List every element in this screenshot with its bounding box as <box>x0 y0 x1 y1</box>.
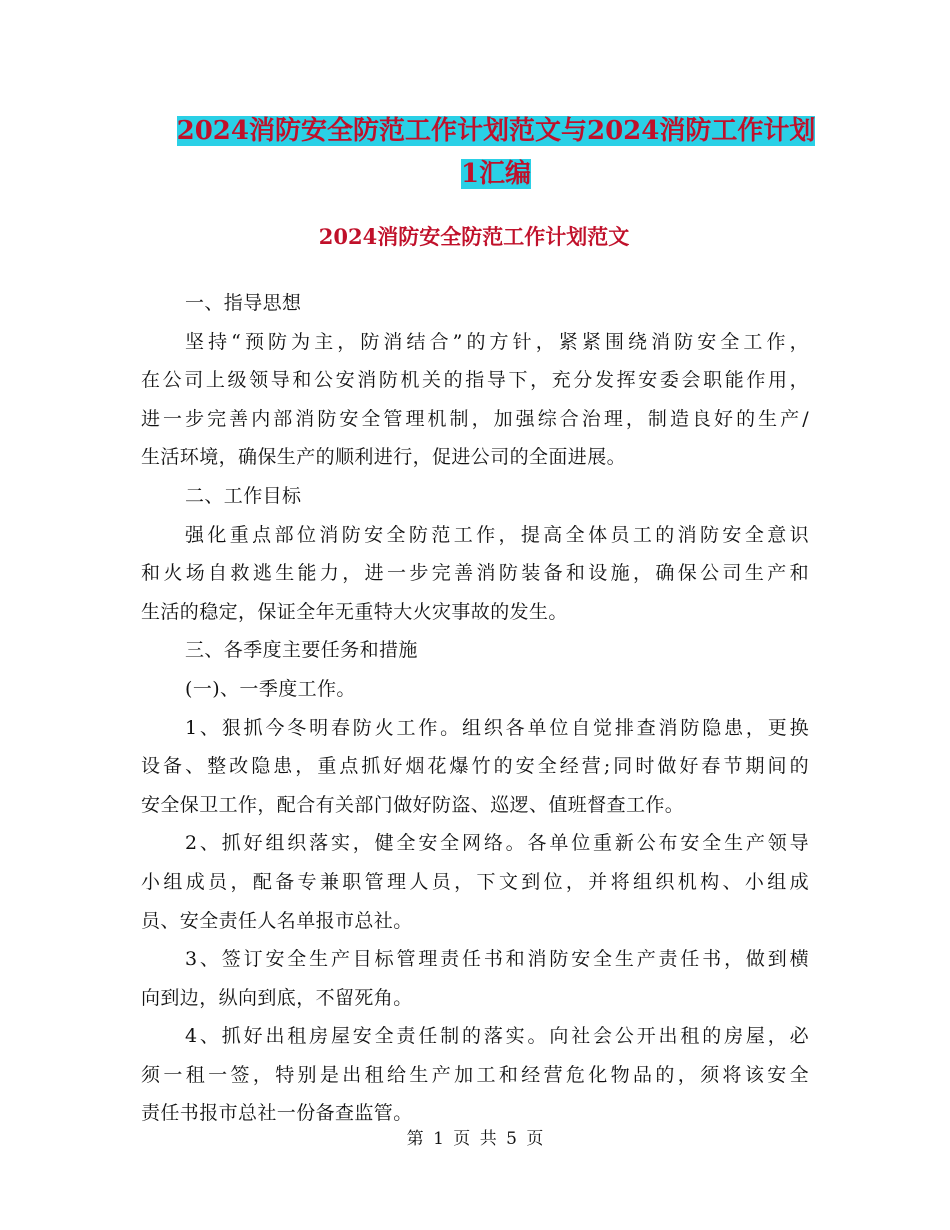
paragraph-line: 小组成员，配备专兼职管理人员，下文到位，并将组织机构、小组成 <box>141 870 809 893</box>
section-title: 2024消防安全防范工作计划范文 <box>318 224 630 249</box>
document-title-line2 <box>140 152 852 196</box>
paragraph-line: 2、抓好组织落实，健全安全网络。各单位重新公布安全生产领导 <box>185 832 809 855</box>
paragraph-line: 二、工作目标 <box>185 484 302 507</box>
paragraph-line: 安全保卫工作，配合有关部门做好防盗、巡逻、值班督查工作。 <box>141 793 685 816</box>
paragraph-line: 在公司上级领导和公安消防机关的指导下，充分发挥安委会职能作用， <box>141 369 809 392</box>
paragraph <box>141 516 809 632</box>
paragraph-line: 向到边，纵向到底，不留死角。 <box>141 986 413 1009</box>
document-title-line1 <box>140 109 852 153</box>
paragraph-line: 强化重点部位消防安全防范工作，提高全体员工的消防安全意识 <box>185 523 809 546</box>
paragraph-line: 4、抓好出租房屋安全责任制的落实。向社会公开出租的房屋，必 <box>185 1025 809 1048</box>
paragraph-line: 设备、整改隐患，重点抓好烟花爆竹的安全经营;同时做好春节期间的 <box>141 755 809 778</box>
paragraph <box>141 1017 809 1133</box>
paragraph-line: 生活环境，确保生产的顺利进行，促进公司的全面进展。 <box>141 446 627 469</box>
paragraph-line: 3、签订安全生产目标管理责任书和消防安全生产责任书，做到横 <box>185 948 809 971</box>
paragraph-line: 进一步完善内部消防安全管理机制，加强综合治理，制造良好的生产/ <box>141 407 809 430</box>
paragraph <box>141 824 809 940</box>
paragraph-line: 坚持“预防为主，防消结合”的方针，紧紧围绕消防安全工作， <box>185 330 809 353</box>
page-footer: 第 1 页 共 5 页 <box>406 1129 544 1149</box>
paragraph-line: 1、狠抓今冬明春防火工作。组织各单位自觉排查消防隐患，更换 <box>185 716 809 739</box>
paragraph <box>141 477 809 516</box>
paragraph <box>141 670 809 709</box>
paragraph-line: 须一租一签，特别是出租给生产加工和经营危化物品的，须将该安全 <box>141 1063 809 1086</box>
paragraph <box>141 284 809 323</box>
document-title-text-2: 1汇编 <box>460 159 532 189</box>
paragraph-line: 生活的稳定，保证全年无重特大火灾事故的发生。 <box>141 600 568 623</box>
paragraph <box>141 323 809 477</box>
paragraph-line: 和火场自救逃生能力，进一步完善消防装备和设施，确保公司生产和 <box>141 562 809 585</box>
paragraph-line: 一、指导思想 <box>185 292 302 314</box>
document-title-text-1: 2024消防安全防范工作计划范文与2024消防工作计划 <box>176 116 816 146</box>
paragraph-line: 责任书报市总社一份备查监管。 <box>141 1102 413 1125</box>
paragraph-line: (一)、一季度工作。 <box>185 677 356 700</box>
paragraph-line: 三、各季度主要任务和措施 <box>185 639 418 662</box>
paragraph-line: 员、安全责任人名单报市总社。 <box>141 909 413 932</box>
paragraph <box>141 940 809 1017</box>
paragraph <box>141 709 809 825</box>
document-body <box>141 284 809 1133</box>
paragraph <box>141 631 809 670</box>
